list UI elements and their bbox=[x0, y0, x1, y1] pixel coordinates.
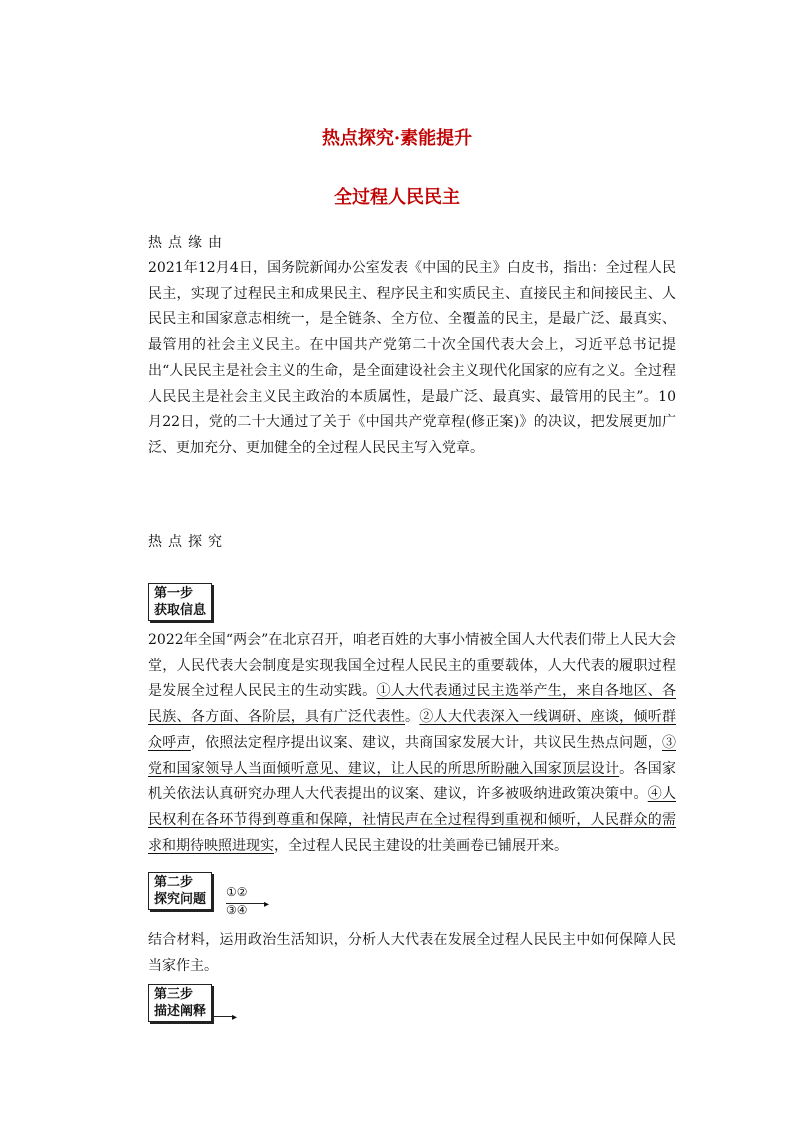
text-run: 2022年全国“两会”在北京召开，咱老百姓的大事小情被全国人大代表们带上人民大会堂，人民代表大会制度是实现我国全过程人民民主的重要载体，人大代表的履职过程是发展全过程人民民主的生动实践。 bbox=[148, 632, 676, 700]
step3-label: 第三步 bbox=[154, 987, 194, 1002]
section-heading-explore: 热点探究 bbox=[148, 534, 228, 550]
step2-title: 探究问题 bbox=[154, 892, 207, 907]
step1-title: 获取信息 bbox=[154, 603, 207, 618]
step2-paragraph bbox=[148, 928, 676, 979]
page-title: 热点探究·素能提升 bbox=[321, 128, 473, 149]
arrow-head-icon: ▸ bbox=[264, 899, 270, 910]
arrow-label-bottom: ③④ bbox=[226, 903, 248, 917]
step1-text bbox=[148, 628, 676, 859]
arrow-line bbox=[213, 1016, 233, 1017]
step1-badge bbox=[148, 583, 212, 621]
origin-text: 2021年12月4日，国务院新闻办公室发表《中国的民主》白皮书，指出：全过程人民民主，实现了过程民主和成果民主、程序民主和实质民主、直接民主和间接民主、人民民主和国家意志相统一，是全链条、全方位、全覆盖的民主，是最广泛、最真实、最管用的社会主义民主。在中国共产党第二十次全国代表大会上，习近平总书记提出“人民民主是社会主义的生命，是全面建设社会主义现代化国家的应有之义。全过程人民民主是社会主义民主政治的本质属性，是最广泛、最真实、最管用的民主”。10月22日，党的二十大通过了关于《中国共产党章程(修正案)》的决议，把发展更加广泛、更加充分、更加健全的全过程人民民主写入党章。 bbox=[148, 260, 676, 456]
step2-label: 第二步 bbox=[154, 875, 194, 890]
step3-title: 描述阐释 bbox=[154, 1004, 207, 1019]
step2-text: 结合材料，运用政治生活知识，分析人大代表在发展全过程人民民主中如何保障人民当家作主。 bbox=[148, 932, 676, 974]
step3-badge bbox=[148, 984, 212, 1022]
arrow-label-top: ①② bbox=[226, 885, 248, 899]
underlined-point-4: ④人民权利在各环节得到尊重和保障，社情民声在全过程得到重视和倾听，人民群众的需求和期待映照进现实 bbox=[148, 786, 677, 854]
arrow-line bbox=[226, 903, 266, 904]
text-run: 。各国家机关依法认真研究办理人大代表提出的议案、建议，许多被吸纳进政策决策中。 bbox=[148, 760, 677, 803]
arrow-head-icon: ▸ bbox=[232, 1012, 238, 1023]
step1-label: 第一步 bbox=[154, 586, 194, 601]
text-run: ，全过程人民民主建设的壮美画卷已铺展开来。 bbox=[274, 837, 568, 854]
step2-badge bbox=[148, 872, 212, 910]
page-subtitle: 全过程人民民主 bbox=[334, 187, 460, 208]
origin-paragraph bbox=[148, 256, 676, 462]
section-heading-origin: 热点缘由 bbox=[148, 235, 228, 251]
text-run: ，依照法定程序提出议案、建议，共商国家发展大计，共议民生热点问题， bbox=[190, 734, 663, 751]
step1-paragraph bbox=[148, 628, 676, 859]
text-run: 。 bbox=[405, 709, 420, 726]
underlined-point-2: ②人大代表深入一线调研、座谈，倾听群众呼声 bbox=[148, 709, 677, 751]
underlined-point-1: ①人大代表通过民主选举产生，来自各地区、各民族、各方面、各阶层，具有广泛代表性 bbox=[148, 683, 677, 726]
underlined-point-3: ③党和国家领导人当面倾听意见、建议，让人民的所思所盼融入国家顶层设计 bbox=[148, 734, 677, 777]
